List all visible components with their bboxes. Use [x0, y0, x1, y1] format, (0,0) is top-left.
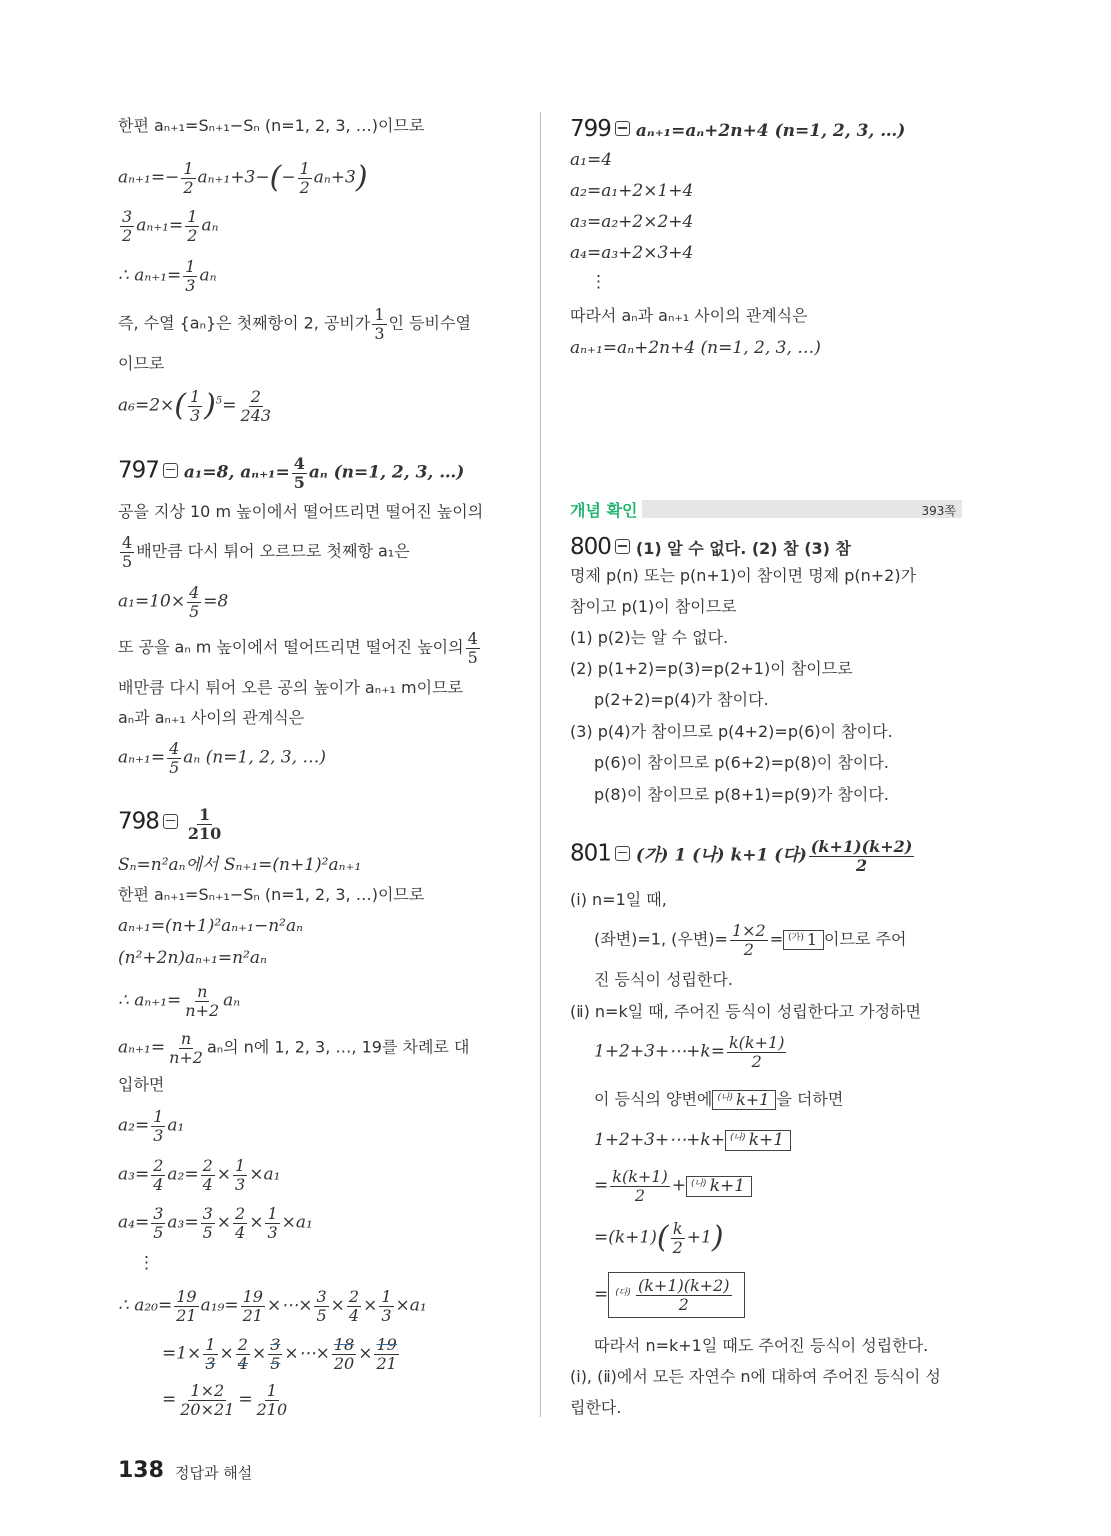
p798-result-2: = $\frac{1\times 2}{20\times 21}$ = $\frac{1}{210}$	[162, 1381, 288, 1419]
problem-number: 800	[570, 534, 611, 560]
p799-line-4: a₄=a₃+2×3+4	[570, 243, 694, 263]
p798-line-5: ∴ aₙ₊₁= $\frac{n}{n+2}$ aₙ	[118, 982, 241, 1020]
p798-line-7: 입하면	[118, 1075, 165, 1094]
a6-equation: a₆=2×( $\frac{1}{3}$ )$^5$= $\frac{2}{243}$	[118, 387, 272, 425]
p800-line-6: (3) p(4)가 참이므로 p(4+2)=p(6)이 참이다.	[570, 722, 893, 741]
answer-icon	[163, 463, 178, 478]
p801-line-8: = $\frac{k(k+1)}{2}$ + $^{(나)}$ k+1	[594, 1168, 752, 1204]
p799-line-3: a₃=a₂+2×2+4	[570, 212, 694, 232]
problem-797-header: 797 a₁=8, aₙ₊₁= $\frac{4}{5}$ aₙ (n=1, 2, 3, …)	[118, 454, 465, 492]
p801-line-13: 립한다.	[570, 1398, 622, 1417]
p800-line-3: (1) p(2)는 알 수 없다.	[570, 628, 729, 647]
p801-line-5: 1+2+3+⋯+k= $\frac{k(k+1)}{2}$	[594, 1033, 785, 1071]
p797-line-1: 공을 지상 10 m 높이에서 떨어뜨리면 떨어진 높이의	[118, 502, 484, 521]
p801-line-7: 1+2+3+⋯+k+ $^{(나)}$ k+1	[594, 1130, 791, 1151]
p798-line-3: aₙ₊₁=(n+1)²aₙ₊₁−n²aₙ	[118, 916, 303, 936]
p798-result-1: =1× $\frac{1}{3}$ × $\frac{2}{4}$ × $\frac{3}{5}$ ×⋯× $\frac{18}{20}$ × $\frac{19}{21}$	[162, 1335, 397, 1373]
p799-line-7: aₙ₊₁=aₙ+2n+4 (n=1, 2, 3, …)	[570, 338, 821, 358]
problem-number: 799	[570, 116, 611, 142]
p798-a3: a₃= $\frac{2}{4}$ a₂= $\frac{2}{4}$ × $\frac{1}{3}$ ×a₁	[118, 1156, 281, 1194]
sequence-text-2: 이므로	[118, 354, 165, 373]
column-divider	[540, 112, 541, 1417]
answer-icon	[615, 539, 630, 554]
problem-number: 798	[118, 808, 159, 835]
p797-line-2: $\frac{4}{5}$ 배만큼 다시 튀어 오르므로 첫째항 a₁은	[122, 533, 410, 571]
p797-line-4: 또 공을 aₙ m 높이에서 떨어뜨리면 떨어진 높이의 $\frac{4}{5}$	[118, 629, 478, 667]
vertical-dots: ⋮	[590, 272, 607, 292]
p799-line-6: 따라서 aₙ과 aₙ₊₁ 사이의 관계식은	[570, 306, 808, 325]
p800-line-7: p(6)이 참이므로 p(6+2)=p(8)이 참이다.	[594, 753, 889, 772]
p798-a4: a₄= $\frac{3}{5}$ a₃= $\frac{3}{5}$ × $\frac{2}{4}$ × $\frac{1}{3}$ ×a₁	[118, 1204, 313, 1242]
p800-line-1: 명제 p(n) 또는 p(n+1)이 참이면 명제 p(n+2)가	[570, 566, 917, 585]
sequence-text: 즉, 수열 {aₙ}은 첫째항이 2, 공비가 $\frac{1}{3}$ 인 등비수열	[118, 305, 471, 343]
intro-line: 한편 aₙ₊₁=Sₙ₊₁−Sₙ (n=1, 2, 3, …)이므로	[118, 116, 425, 135]
p801-line-3: 진 등식이 성립한다.	[594, 970, 733, 989]
problem-number: 801	[570, 840, 611, 867]
p798-line-4: (n²+2n)aₙ₊₁=n²aₙ	[118, 948, 267, 968]
p800-line-2: 참이고 p(1)이 참이므로	[570, 597, 737, 616]
p797-line-3: a₁=10× $\frac{4}{5}$ =8	[118, 583, 229, 621]
p801-line-11: 따라서 n=k+1일 때도 주어진 등식이 성립한다.	[594, 1336, 929, 1355]
p799-line-1: a₁=4	[570, 150, 613, 170]
p798-a20: ∴ a₂₀= $\frac{19}{21}$ a₁₉= $\frac{19}{21}$ ×⋯× $\frac{3}{5}$ × $\frac{2}{4}$ × $\frac{1}{3}$ ×a₁	[118, 1287, 427, 1325]
concept-label: 개념 확인	[570, 501, 638, 520]
p798-line-6: aₙ₊₁= $\frac{n}{n+2}$ aₙ의 n에 1, 2, 3, …, 19를 차례로 대	[118, 1029, 470, 1067]
p800-line-5: p(2+2)=p(4)가 참이다.	[594, 690, 769, 709]
answer-icon	[163, 814, 178, 829]
concept-check-bar	[570, 496, 962, 520]
problem-801-header: 801 (가) 1 (나) k+1 (다) $\frac{(k+1)(k+2)}{2}$	[570, 837, 913, 875]
vertical-dots: ⋮	[138, 1253, 155, 1273]
p801-line-6: 이 등식의 양변에 $^{(나)}$ k+1 을 더하면	[594, 1089, 844, 1109]
page-number: 138	[118, 1458, 164, 1483]
concept-bar-background	[642, 500, 962, 518]
p801-line-9: =(k+1)( $\frac{k}{2}$ +1)	[594, 1219, 724, 1257]
p797-line-5: 배만큼 다시 튀어 오른 공의 높이가 aₙ₊₁ m이므로	[118, 678, 463, 697]
problem-800-header: 800 (1) 알 수 없다. (2) 참 (3) 참	[570, 534, 851, 560]
p798-line-2: 한편 aₙ₊₁=Sₙ₊₁−Sₙ (n=1, 2, 3, …)이므로	[118, 885, 425, 904]
p800-line-4: (2) p(1+2)=p(3)=p(2+1)이 참이므로	[570, 659, 853, 678]
problem-number: 797	[118, 457, 159, 484]
p801-line-2: (좌변)=1, (우변)= $\frac{1\times 2}{2}$ = $^{(가)}$ 1 이므로 주어	[594, 921, 907, 959]
p797-line-7: aₙ₊₁= $\frac{4}{5}$ aₙ (n=1, 2, 3, …)	[118, 739, 327, 777]
p800-line-8: p(8)이 참이므로 p(8+1)=p(9)가 참이다.	[594, 785, 889, 804]
p801-line-10: = $^{(다)}$ $\frac{(k+1)(k+2)}{2}$	[594, 1272, 745, 1318]
problem-798-header: 798 $\frac{1}{210}$	[118, 805, 222, 843]
equation-3: ∴ aₙ₊₁= $\frac{1}{3}$ aₙ	[118, 257, 217, 295]
equation-1: aₙ₊₁=− $\frac{1}{2}$ aₙ₊₁+3−(− $\frac{1}{2}$ aₙ+3)	[118, 159, 368, 197]
p801-line-12: (ⅰ), (ⅱ)에서 모든 자연수 n에 대하여 주어진 등식이 성	[570, 1367, 941, 1386]
p799-line-2: a₂=a₁+2×1+4	[570, 181, 694, 201]
p798-line-1: Sₙ=n²aₙ에서 Sₙ₊₁=(n+1)²aₙ₊₁	[118, 855, 362, 875]
concept-page-ref: 393쪽	[921, 504, 956, 518]
equation-2: $\frac{3}{2}$ aₙ₊₁= $\frac{1}{2}$ aₙ	[122, 207, 219, 245]
p801-line-1: (ⅰ) n=1일 때,	[570, 890, 667, 909]
p798-a2: a₂= $\frac{1}{3}$ a₁	[118, 1107, 185, 1145]
answer-icon	[615, 846, 630, 861]
answer-icon	[615, 121, 630, 136]
p801-line-4: (ⅱ) n=k일 때, 주어진 등식이 성립한다고 가정하면	[570, 1002, 921, 1021]
section-title: 정답과 해설	[175, 1464, 253, 1482]
problem-799-header: 799 aₙ₊₁=aₙ+2n+4 (n=1, 2, 3, …)	[570, 116, 906, 142]
p797-line-6: aₙ과 aₙ₊₁ 사이의 관계식은	[118, 708, 305, 727]
